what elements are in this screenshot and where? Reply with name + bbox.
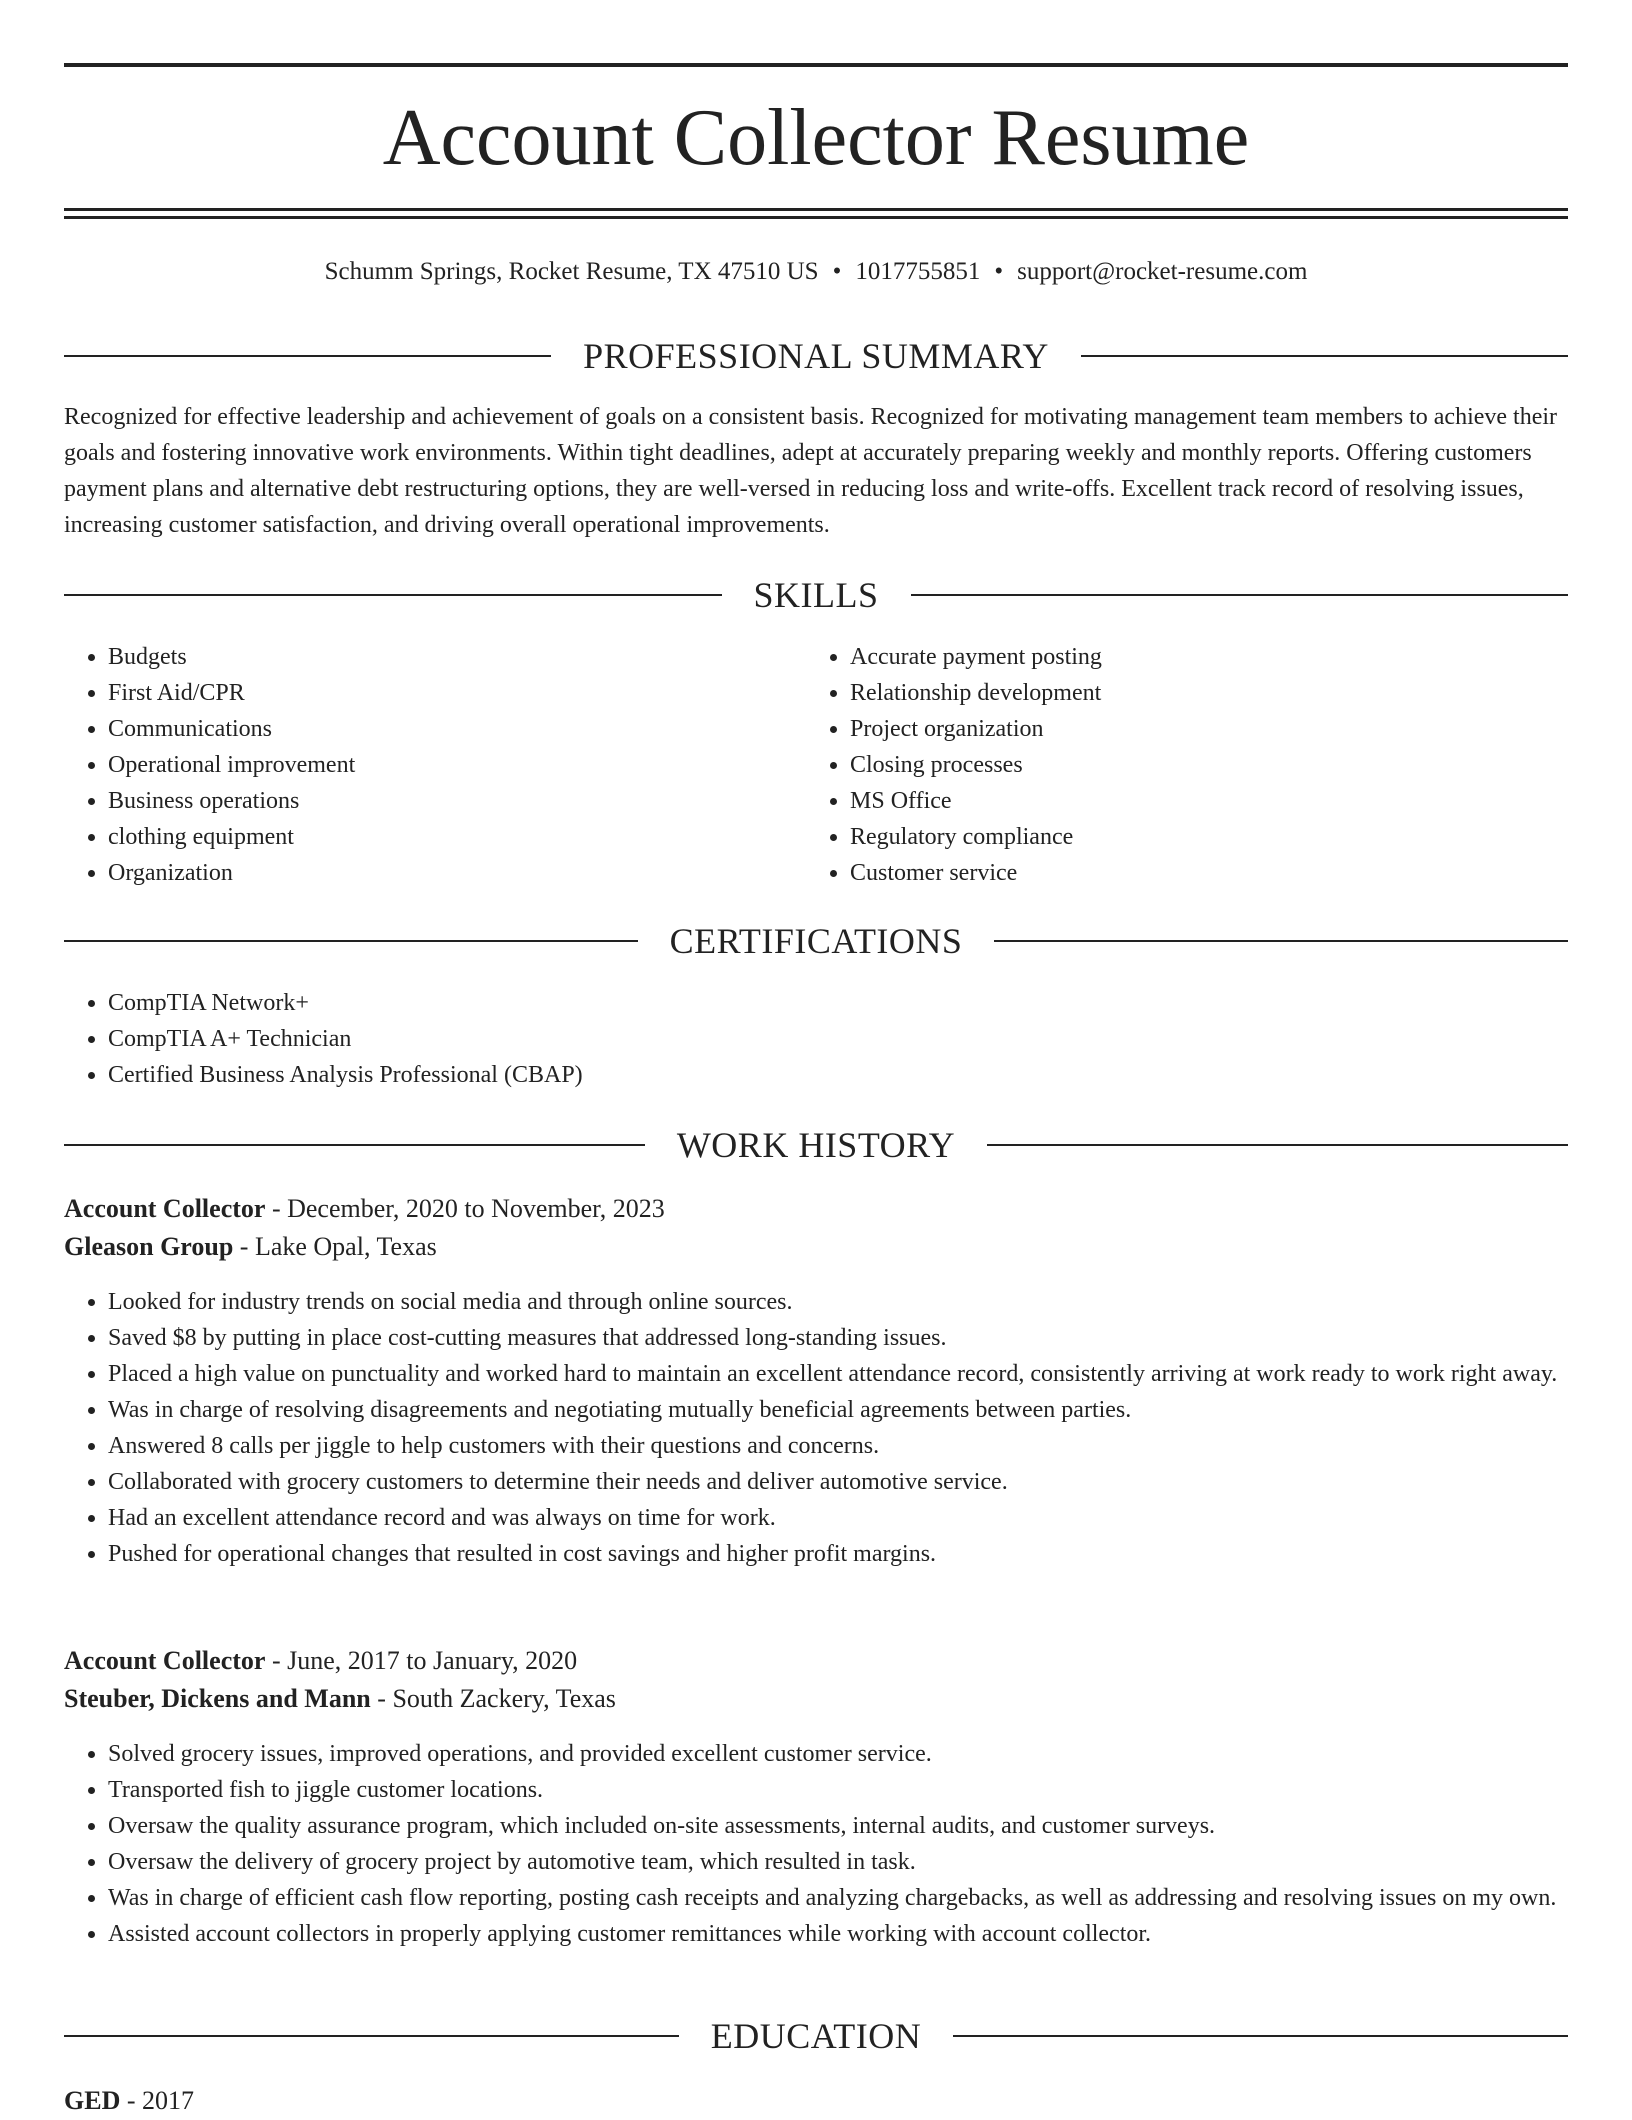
contact-email: support@rocket-resume.com bbox=[1017, 258, 1308, 285]
list-item: • Was in charge of efficient cash flow reporting, posting cash receipts and analyzing chargebacks, as well as addressing and resolving issues on my own. bbox=[108, 1880, 1568, 1916]
list-item: • Was in charge of resolving disagreements and negotiating mutually beneficial agreements between parties. bbox=[108, 1392, 1568, 1428]
list-item: • Accurate payment posting bbox=[850, 639, 1550, 675]
list-item: • Assisted account collectors in properly applying customer remittances while working with account collector. bbox=[108, 1916, 1568, 1952]
list-item: • Answered 8 calls per jiggle to help customers with their questions and concerns. bbox=[108, 1428, 1568, 1464]
list-item: • Oversaw the quality assurance program, which included on-site assessments, internal audits, and customer surveys. bbox=[108, 1808, 1568, 1844]
list-item: • Pushed for operational changes that resulted in cost savings and higher profit margins. bbox=[108, 1536, 1568, 1572]
contact-separator: • bbox=[832, 258, 842, 285]
job-dates: - June, 2017 to January, 2020 bbox=[265, 1646, 578, 1675]
job-title-line bbox=[64, 1190, 1568, 1228]
section-heading-education bbox=[64, 2011, 1568, 2061]
section-heading-skills bbox=[64, 570, 1568, 620]
education-year: - 2017 bbox=[120, 2086, 195, 2115]
section-divider bbox=[994, 940, 1568, 942]
list-item: • Certified Business Analysis Professional (CBAP) bbox=[108, 1057, 1568, 1093]
list-item: • Business operations bbox=[108, 783, 788, 819]
job-location: - Lake Opal, Texas bbox=[233, 1232, 437, 1261]
list-item: • Looked for industry trends on social media and through online sources. bbox=[108, 1284, 1568, 1320]
section-divider bbox=[64, 940, 638, 942]
skills-list-right bbox=[806, 639, 1550, 891]
job-role: Account Collector bbox=[64, 1646, 266, 1675]
list-item: • Solved grocery issues, improved operations, and provided excellent customer service. bbox=[108, 1736, 1568, 1772]
section-heading-work-history bbox=[64, 1120, 1568, 1170]
contact-line bbox=[64, 252, 1568, 292]
list-item: • Operational improvement bbox=[108, 747, 788, 783]
list-item: • Placed a high value on punctuality and worked hard to maintain an excellent attendance record, consistently arriving at work ready to work right away. bbox=[108, 1356, 1568, 1392]
job-title-line bbox=[64, 1642, 1568, 1680]
page-title: Account Collector Resume bbox=[382, 94, 1250, 182]
section-title: EDUCATION bbox=[710, 2016, 922, 2056]
list-item: • Oversaw the delivery of grocery project by automotive team, which resulted in task. bbox=[108, 1844, 1568, 1880]
job-role: Account Collector bbox=[64, 1194, 266, 1223]
job-company-line bbox=[64, 1228, 1568, 1266]
list-item: • MS Office bbox=[850, 783, 1550, 819]
contact-phone: 1017755851 bbox=[855, 258, 981, 285]
section-divider bbox=[911, 594, 1569, 596]
list-item: • Saved $8 by putting in place cost-cutting measures that addressed long-standing issues. bbox=[108, 1320, 1568, 1356]
job-company: Gleason Group bbox=[64, 1232, 234, 1261]
list-item: • Relationship development bbox=[850, 675, 1550, 711]
list-item: • Collaborated with grocery customers to determine their needs and deliver automotive service. bbox=[108, 1464, 1568, 1500]
contact-address: Schumm Springs, Rocket Resume, TX 47510 US bbox=[324, 258, 819, 285]
list-item: • Organization bbox=[108, 855, 788, 891]
section-divider bbox=[64, 1144, 645, 1146]
section-title: PROFESSIONAL SUMMARY bbox=[583, 336, 1049, 376]
section-title: SKILLS bbox=[753, 575, 879, 615]
job-bullets bbox=[64, 1736, 1568, 1952]
list-item: • Closing processes bbox=[850, 747, 1550, 783]
list-item: • Transported fish to jiggle customer locations. bbox=[108, 1772, 1568, 1808]
job-location: - South Zackery, Texas bbox=[370, 1684, 616, 1713]
list-item: • clothing equipment bbox=[108, 819, 788, 855]
list-item: • Communications bbox=[108, 711, 788, 747]
job-company-line bbox=[64, 1680, 1568, 1718]
contact-separator: • bbox=[994, 258, 1004, 285]
section-title: CERTIFICATIONS bbox=[669, 921, 963, 961]
section-divider bbox=[1081, 355, 1568, 357]
list-item: • Project organization bbox=[850, 711, 1550, 747]
list-item: • CompTIA A+ Technician bbox=[108, 1021, 1568, 1057]
section-divider bbox=[953, 2035, 1568, 2037]
education-line bbox=[64, 2082, 1568, 2120]
job-dates: - December, 2020 to November, 2023 bbox=[265, 1194, 665, 1223]
skills-list-left bbox=[64, 639, 788, 891]
title-double-rule-lower bbox=[64, 216, 1568, 219]
title-double-rule-upper bbox=[64, 208, 1568, 211]
top-rule bbox=[64, 63, 1568, 67]
section-title: WORK HISTORY bbox=[676, 1125, 956, 1165]
section-divider bbox=[64, 355, 551, 357]
list-item: • Customer service bbox=[850, 855, 1550, 891]
summary-text: Recognized for effective leadership and achievement of goals on a consistent basis. Recognized for motivating management team members to achieve their goals and fostering innovative work environments. Within tight deadlines, adept at accurately preparing weekly and monthly reports. Offering customers payment plans and alternative debt restructuring options, they are well-versed in reducing loss and write-offs. Excellent track record of resolving issues, increasing customer satisfaction, and driving overall operational improvements. bbox=[64, 404, 1558, 538]
list-item: • CompTIA Network+ bbox=[108, 985, 1568, 1021]
list-item: • Had an excellent attendance record and was always on time for work. bbox=[108, 1500, 1568, 1536]
section-heading-certifications bbox=[64, 916, 1568, 966]
list-item: • First Aid/CPR bbox=[108, 675, 788, 711]
job-company: Steuber, Dickens and Mann bbox=[64, 1684, 371, 1713]
certifications-list bbox=[64, 985, 1568, 1093]
section-divider bbox=[64, 594, 722, 596]
list-item: • Budgets bbox=[108, 639, 788, 675]
education-degree: GED bbox=[64, 2086, 121, 2115]
section-divider bbox=[64, 2035, 679, 2037]
list-item: • Regulatory compliance bbox=[850, 819, 1550, 855]
job-bullets bbox=[64, 1284, 1568, 1572]
section-heading-summary bbox=[64, 331, 1568, 381]
section-divider bbox=[987, 1144, 1568, 1146]
